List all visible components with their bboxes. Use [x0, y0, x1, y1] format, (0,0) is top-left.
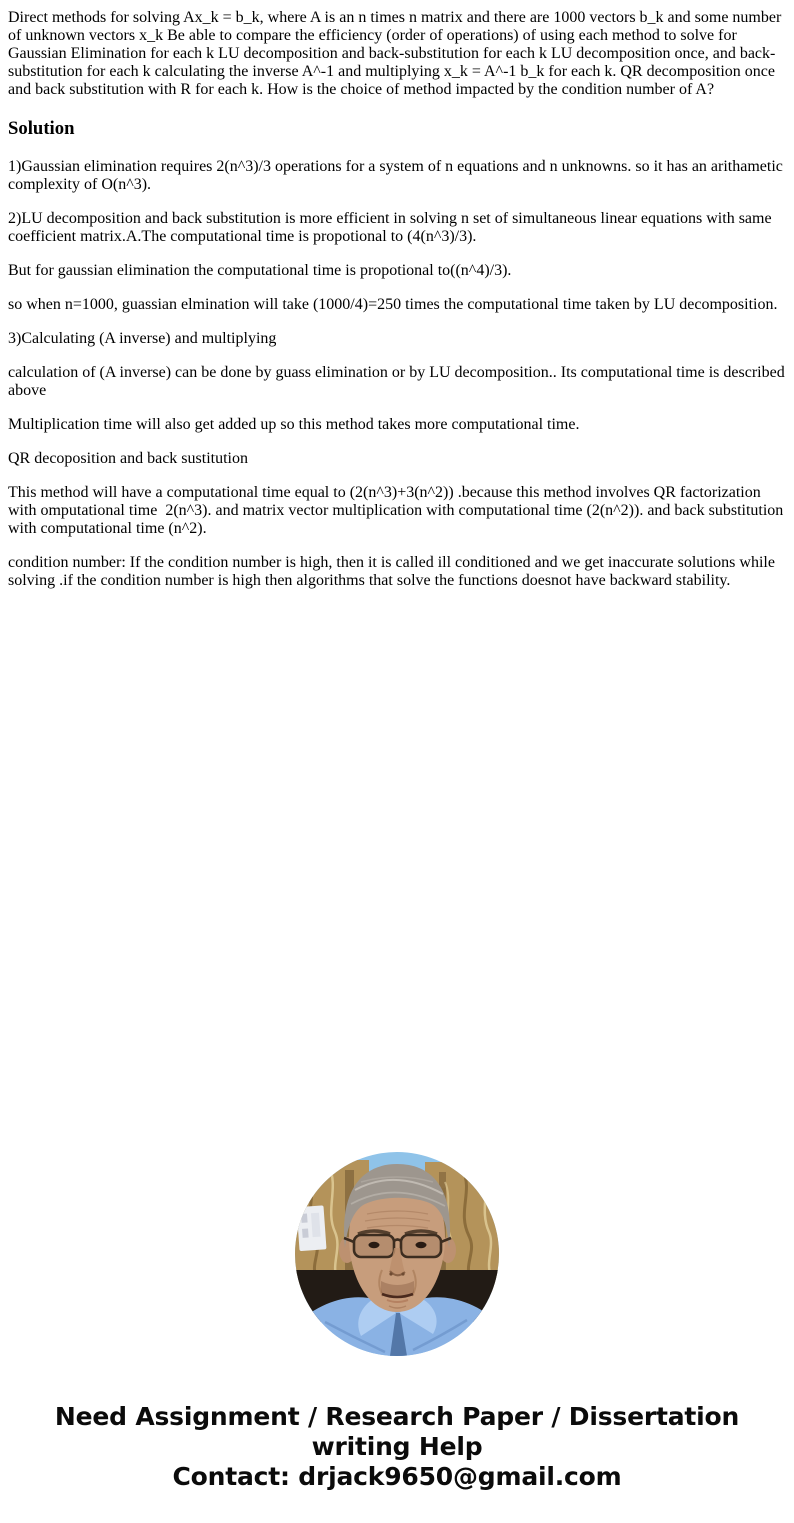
- solution-paragraph: But for gaussian elimination the computational time is propotional to((n^4)/3).: [8, 262, 512, 279]
- solution-paragraph: 1)Gaussian elimination requires 2(n^3)/3 operations for a system of n equations and n unknowns. so it has an arithametic complexity of O(n^3).: [8, 158, 787, 193]
- solution-paragraph: This method will have a computational time equal to (2(n^3)+3(n^2)) .because this method involves QR factorization with omputational time 2(n^3). and matrix vector multiplication with computational time (2(n^2)). and back substitution with computational time (n^2).: [8, 484, 788, 537]
- solution-heading: Solution: [8, 118, 75, 139]
- solution-paragraph: so when n=1000, guassian elmination will take (1000/4)=250 times the computational time taken by LU decomposition.: [8, 296, 778, 313]
- promo-banner: [0, 1402, 794, 1492]
- avatar-switch-plate: [297, 1205, 327, 1251]
- question-text: Direct methods for solving Ax_k = b_k, where A is an n times n matrix and there are 1000 vectors b_k and some number of unknown vectors x_k Be able to compare the efficiency (order of operations) of using each method to solve for Gaussian Elimination for each k LU decomposition and back-substitution for each k LU decomposition once, and back-substitution for each k calculating the inverse A^-1 and multiplying x_k = A^-1 b_k for each k. QR decomposition once and back substitution with R for each k. How is the choice of method impacted by the condition number of A?: [8, 9, 786, 98]
- solution-paragraph: condition number: If the condition number is high, then it is called ill conditioned and we get inaccurate solutions while solving .if the condition number is high then algorithms that solve the functions doesnot have backward stability.: [8, 554, 779, 589]
- solution-paragraph: 3)Calculating (A inverse) and multiplying: [8, 330, 277, 347]
- document-body: [0, 0, 794, 614]
- solution-paragraph: 2)LU decomposition and back substitution is more efficient in solving n set of simultaneous linear equations with same coefficient matrix.A.The computational time is propotional to (4(n^3)/3).: [8, 210, 776, 245]
- person-avatar: [295, 1152, 499, 1356]
- promo-contact-line: Contact: drjack9650@gmail.com: [172, 1462, 622, 1491]
- promo-line: Need Assignment / Research Paper / Dissertation: [54, 1402, 740, 1431]
- promo-line: writing Help: [311, 1432, 483, 1461]
- person-avatar-image: [295, 1152, 499, 1356]
- solution-paragraph: QR decoposition and back sustitution: [8, 450, 248, 467]
- solution-paragraph: calculation of (A inverse) can be done by guass elimination or by LU decomposition.. Its computational time is described above: [8, 364, 789, 399]
- solution-paragraph: Multiplication time will also get added up so this method takes more computational time.: [8, 416, 580, 433]
